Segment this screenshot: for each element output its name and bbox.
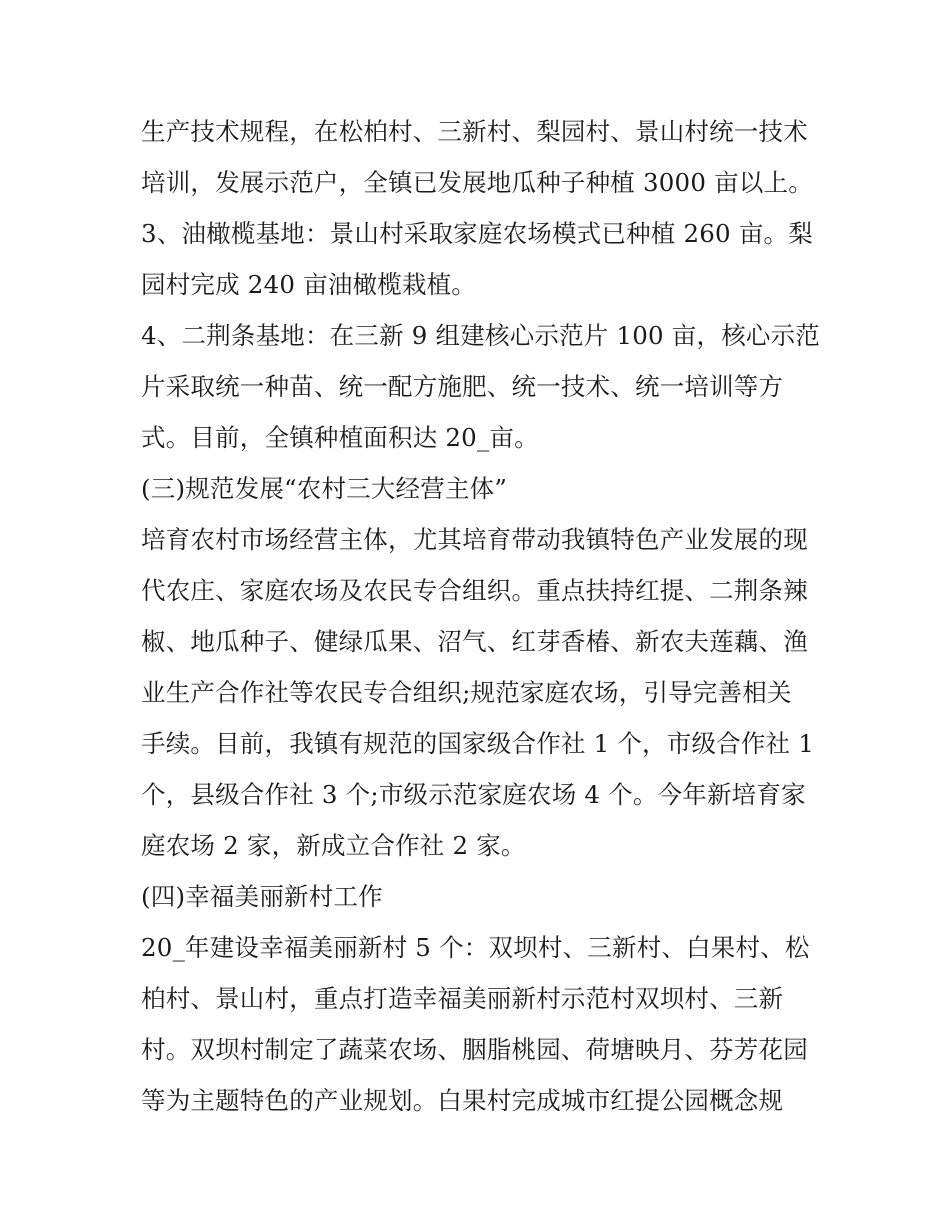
text-line: 业生产合作社等农民专合组织;规范家庭农场，引导完善相关 — [141, 678, 792, 707]
text-line: 代农庄、家庭农场及农民专合组织。重点扶持红提、二荆条辣 — [141, 576, 808, 605]
text-line: 村。双坝村制定了蔬菜农场、胭脂桃园、荷塘映月、芬芳花园 — [141, 1035, 808, 1064]
text-line: 柏村、景山村，重点打造幸福美丽新村示范村双坝村、三新 — [141, 984, 784, 1013]
section-heading: (三)规范发展“农村三大经营主体” — [141, 474, 508, 503]
text-line: 园村完成 240 亩油橄榄栽植。 — [141, 270, 477, 299]
text-line: 培训，发展示范户，全镇已发展地瓜种子种植 3000 亩以上。 — [141, 168, 813, 197]
text-line: 庭农场 2 家，新成立合作社 2 家。 — [141, 831, 526, 860]
text-line: 20_年建设幸福美丽新村 5 个：双坝村、三新村、白果村、松 — [141, 933, 810, 962]
text-line: 4、二荆条基地：在三新 9 组建核心示范片 100 亩，核心示范 — [141, 321, 820, 350]
text-line: 椒、地瓜种子、健绿瓜果、沼气、红芽香椿、新农夫莲藕、渔 — [141, 627, 808, 656]
text-line: 等为主题特色的产业规划。白果村完成城市红提公园概念规 — [141, 1086, 784, 1115]
text-line: 个，县级合作社 3 个;市级示范家庭农场 4 个。今年新培育家 — [141, 780, 806, 809]
text-line: 3、油橄榄基地：景山村采取家庭农场模式已种植 260 亩。梨 — [141, 219, 813, 248]
text-line: 手续。目前，我镇有规范的国家级合作社 1 个，市级合作社 1 — [141, 729, 815, 758]
text-line: 式。目前，全镇种植面积达 20_亩。 — [141, 423, 539, 452]
text-line: 片采取统一种苗、统一配方施肥、统一技术、统一培训等方 — [141, 372, 784, 401]
section-heading: (四)幸福美丽新村工作 — [141, 882, 383, 911]
text-line: 培育农村市场经营主体，尤其培育带动我镇特色产业发展的现 — [141, 525, 808, 554]
document-body — [141, 106, 821, 1126]
text-line: 生产技术规程，在松柏村、三新村、梨园村、景山村统一技术 — [141, 117, 808, 146]
